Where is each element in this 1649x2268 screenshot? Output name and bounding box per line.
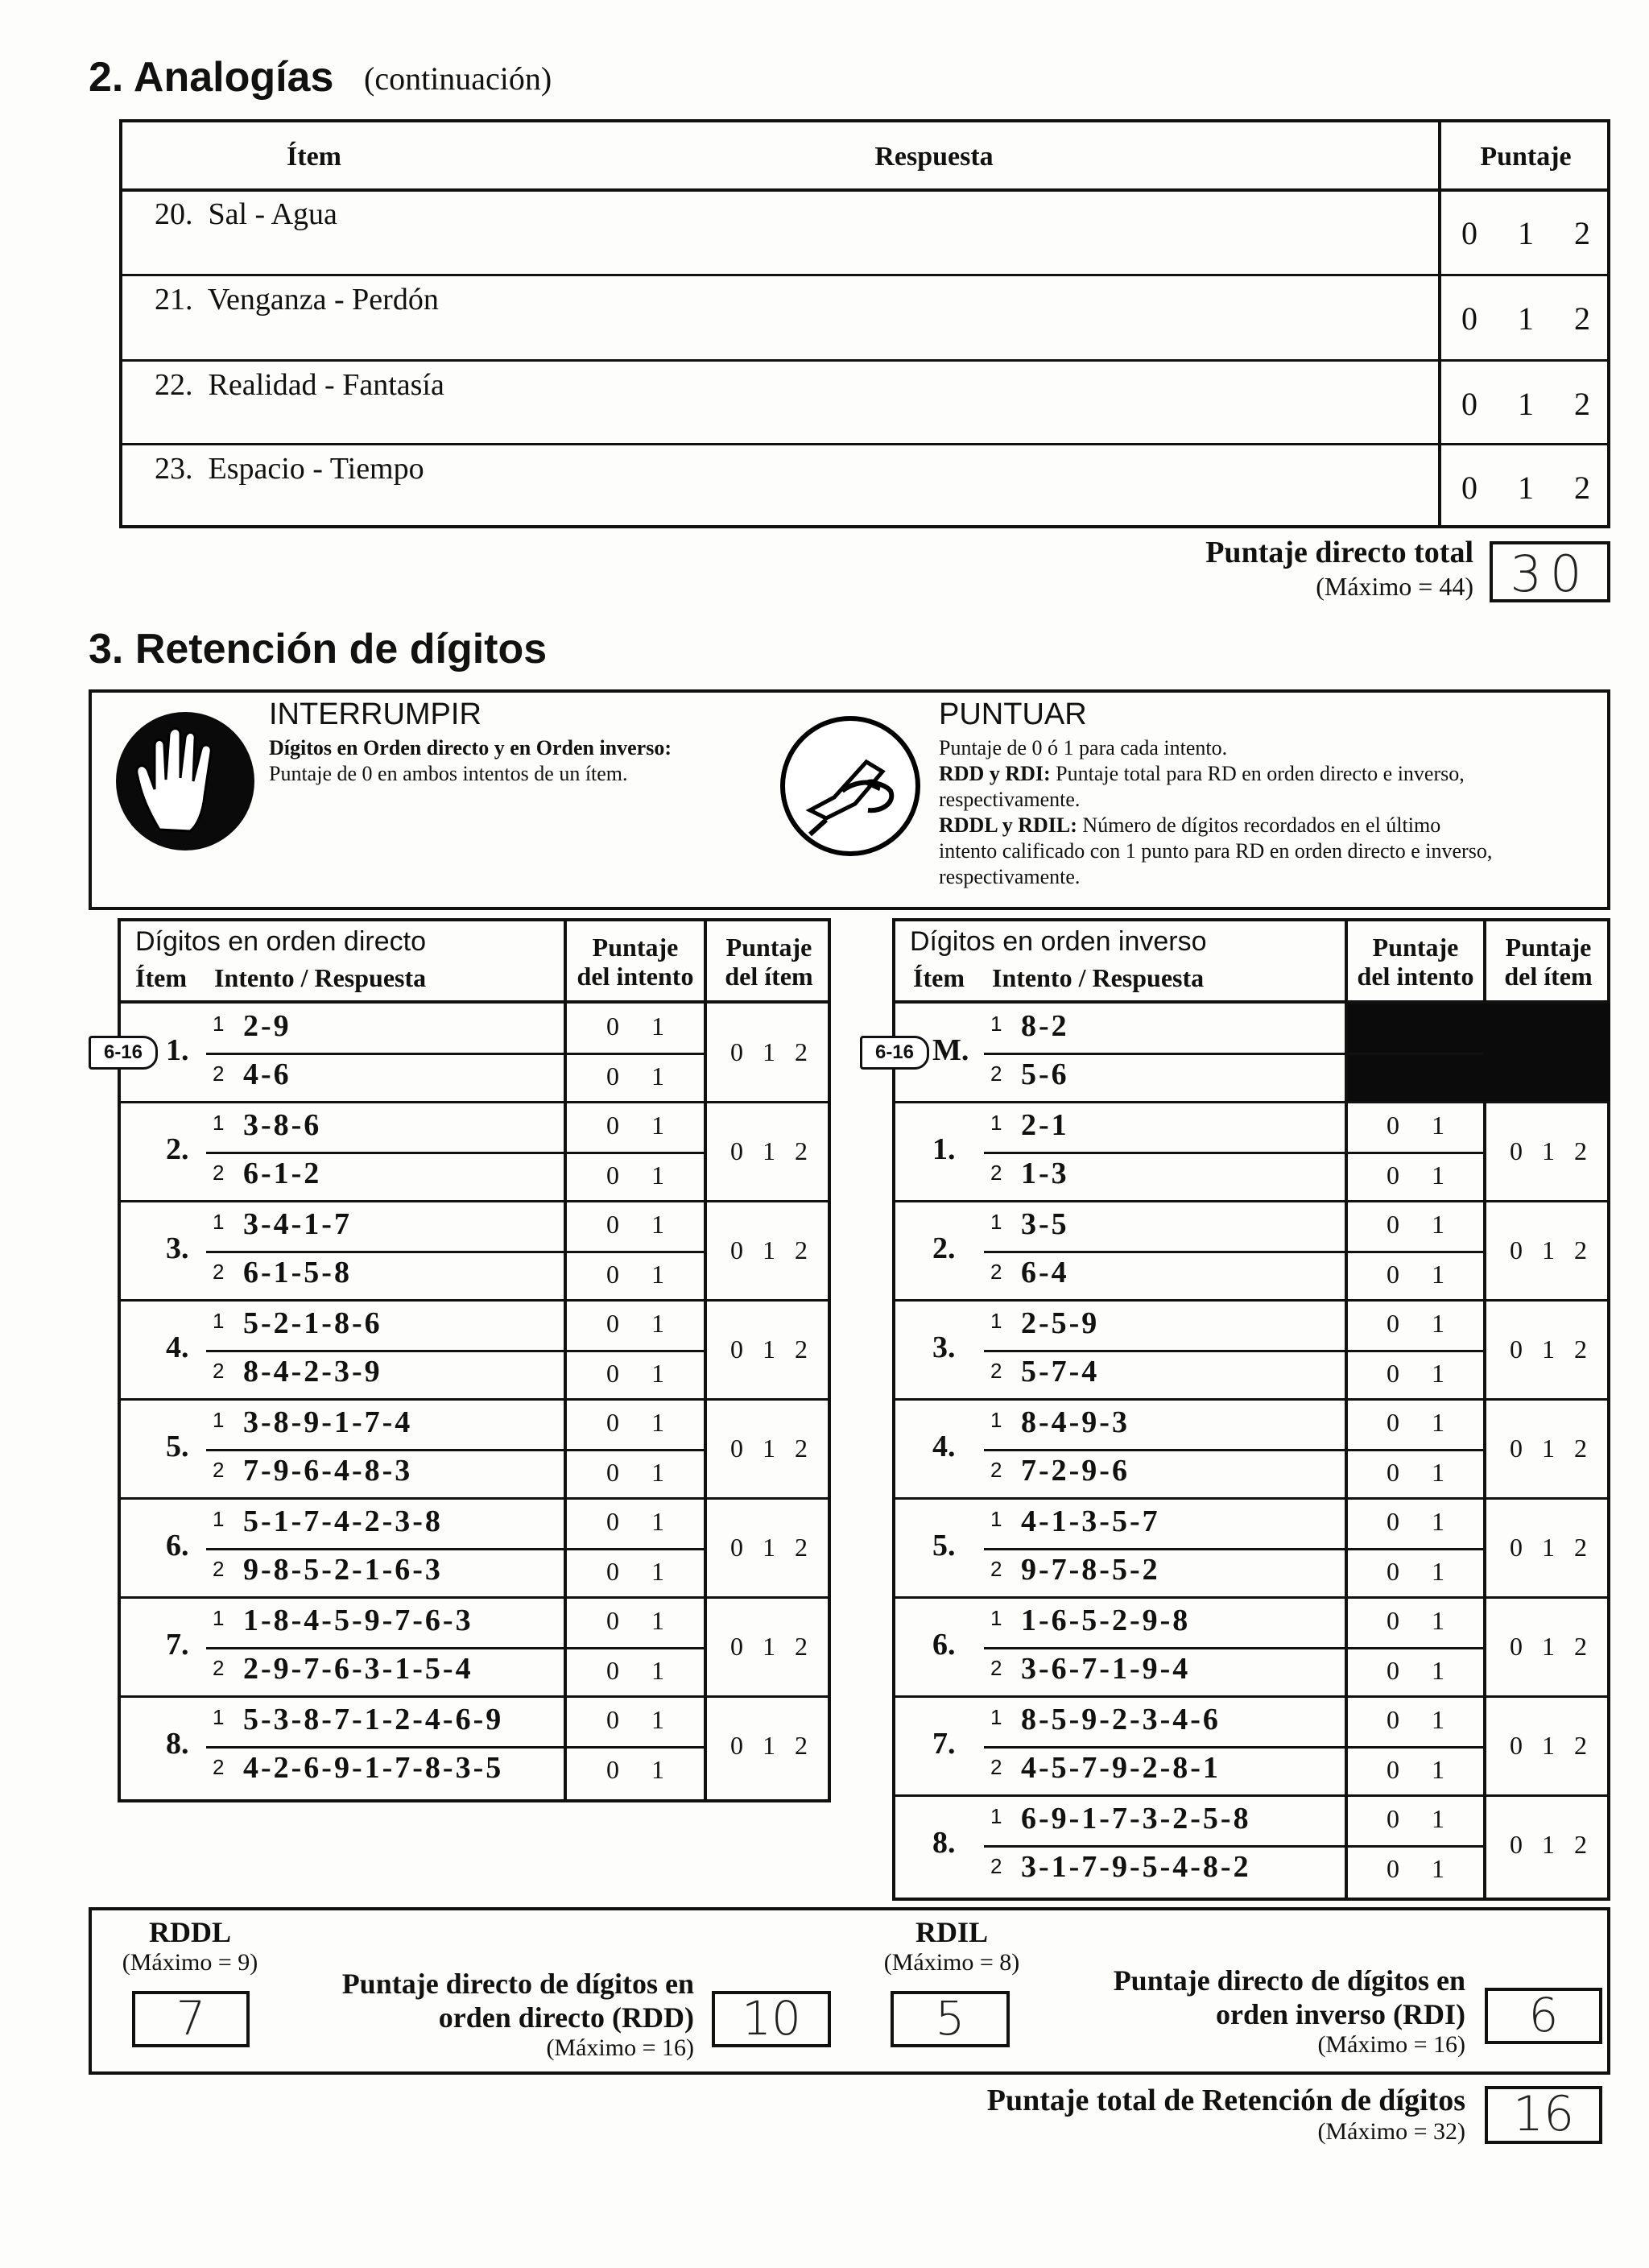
- directo-trial1-score[interactable]: 0 1: [606, 1210, 664, 1239]
- directo-trial2-label: 2: [213, 1359, 225, 1383]
- directo-trial2-label: 2: [213, 1656, 225, 1680]
- directo-trial2-sequence: 7-9-6-4-8-3: [243, 1454, 413, 1488]
- rdi-max: (Máximo = 16): [1317, 2031, 1465, 2058]
- directo-item-score[interactable]: 0 1 2: [730, 1533, 808, 1562]
- puntuar-line6: respectivamente.: [939, 865, 1081, 888]
- directo-item-score[interactable]: 0 1 2: [730, 1434, 808, 1463]
- inverso-col-intento: Intento / Respuesta: [992, 963, 1205, 992]
- inverso-item-num: 5.: [932, 1529, 956, 1562]
- analogias-header-item: Ítem: [287, 142, 341, 172]
- inverso-item-num: 2.: [932, 1231, 956, 1265]
- inverso-trial1-label: 1: [990, 1408, 1002, 1432]
- inverso-trial2-sequence: 9-7-8-5-2: [1021, 1553, 1160, 1587]
- directo-item-num: 8.: [166, 1727, 189, 1761]
- inverso-trial2-sequence: 6-4: [1021, 1256, 1069, 1289]
- inverso-trial1-sequence: 8-4-9-3: [1021, 1405, 1130, 1439]
- inverso-trial2-label: 2: [990, 1458, 1002, 1482]
- inverso-trial1-score[interactable]: 0 1: [1387, 1111, 1444, 1140]
- directo-item-score[interactable]: 0 1 2: [730, 1037, 808, 1066]
- rddl-value: 7: [176, 1991, 206, 2046]
- inverso-item-score[interactable]: 0 1 2: [1510, 1533, 1587, 1562]
- inverso-trial1-sequence: 1-6-5-2-9-8: [1021, 1604, 1191, 1637]
- directo-item-score[interactable]: 0 1 2: [730, 1235, 808, 1264]
- directo-trial1-sequence: 5-1-7-4-2-3-8: [243, 1504, 443, 1538]
- inverso-trial2-sequence: 5-7-4: [1021, 1355, 1100, 1389]
- retencion-total-max: (Máximo = 32): [1317, 2118, 1465, 2145]
- inverso-item-num: 6.: [932, 1628, 956, 1662]
- directo-item-num: 2.: [166, 1132, 189, 1166]
- inverso-item-score[interactable]: 0 1 2: [1510, 1632, 1587, 1661]
- directo-trial1-label: 1: [213, 1408, 225, 1432]
- inverso-trial2-label: 2: [990, 1557, 1002, 1581]
- directo-trial2-sequence: 9-8-5-2-1-6-3: [243, 1553, 443, 1587]
- inverso-trial1-score[interactable]: 0 1: [1387, 1507, 1444, 1536]
- retencion-total-label: Puntaje total de Retención de dígitos: [986, 2084, 1465, 2117]
- directo-trial2-sequence: 6-1-5-8: [243, 1256, 352, 1289]
- puntuar-line4-text: Número de dígitos recordados en el último: [1077, 813, 1441, 837]
- inverso-start-tag: 6-16: [860, 1036, 929, 1070]
- directo-col-item: Ítem: [135, 963, 187, 992]
- inverso-item-score[interactable]: 0 1 2: [1510, 1335, 1587, 1364]
- directo-trial2-score[interactable]: 0 1: [606, 1656, 664, 1685]
- rdd-max: (Máximo = 16): [546, 2034, 694, 2061]
- directo-trial2-sequence: 2-9-7-6-3-1-5-4: [243, 1652, 473, 1686]
- inverso-item-score[interactable]: 0 1 2: [1510, 1434, 1587, 1463]
- inverso-trial2-score[interactable]: 0 1: [1387, 1557, 1444, 1586]
- directo-trial1-label: 1: [213, 1210, 225, 1234]
- directo-item-score[interactable]: 0 1 2: [730, 1731, 808, 1760]
- inverso-trial1-label: 1: [990, 1804, 1002, 1828]
- inverso-trial1-sequence: 2-1: [1021, 1108, 1069, 1142]
- directo-item-num: 5.: [166, 1430, 189, 1463]
- rdil-label: RDIL: [915, 1916, 989, 1948]
- inverso-trial2-label: 2: [990, 1854, 1002, 1878]
- directo-trial1-sequence: 2-9: [243, 1009, 291, 1043]
- inverso-trial2-label: 2: [990, 1755, 1002, 1779]
- inverso-item-score[interactable]: 0 1 2: [1510, 1136, 1587, 1165]
- analogia-score-20[interactable]: 0 1 2: [1461, 215, 1590, 251]
- inverso-trial2-sequence: 4-5-7-9-2-8-1: [1021, 1751, 1221, 1785]
- inverso-trial1-label: 1: [990, 1111, 1002, 1135]
- inverso-col-pint-2: del intento: [1357, 962, 1474, 991]
- directo-col-pint-2: del intento: [577, 962, 694, 991]
- inverso-trial1-label: 1: [990, 1606, 1002, 1630]
- directo-start-tag: 6-16: [89, 1036, 158, 1070]
- directo-trial2-sequence: 4-2-6-9-1-7-8-3-5: [243, 1751, 504, 1785]
- inverso-trial2-label: 2: [990, 1161, 1002, 1185]
- directo-trial2-score[interactable]: 0 1: [606, 1062, 664, 1091]
- inverso-trial1-sequence: 4-1-3-5-7: [1021, 1504, 1160, 1538]
- inverso-item-num: 7.: [932, 1727, 956, 1761]
- puntuar-line2-bold: RDD y RDI:: [939, 762, 1051, 785]
- directo-trial2-label: 2: [213, 1062, 225, 1086]
- puntuar-line4: [939, 813, 1440, 838]
- stop-hand-icon: [113, 709, 258, 854]
- rddl-label: RDDL: [148, 1916, 231, 1948]
- inverso-trial1-sequence: 8-5-9-2-3-4-6: [1021, 1703, 1221, 1736]
- directo-trial1-label: 1: [213, 1012, 225, 1036]
- directo-trial1-sequence: 3-8-6: [243, 1108, 322, 1142]
- directo-trial1-label: 1: [213, 1606, 225, 1630]
- inverso-item-score[interactable]: 0 1 2: [1510, 1731, 1587, 1760]
- retencion-total-value: 16: [1512, 2086, 1575, 2142]
- inverso-trial2-sequence: 1-3: [1021, 1157, 1069, 1190]
- directo-trial2-label: 2: [213, 1260, 225, 1284]
- inverso-trial1-label: 1: [990, 1210, 1002, 1234]
- directo-trial2-sequence: 8-4-2-3-9: [243, 1355, 382, 1389]
- inverso-trial1-sequence: 3-5: [1021, 1207, 1069, 1241]
- inverso-trial2-label: 2: [990, 1656, 1002, 1680]
- directo-trial2-label: 2: [213, 1161, 225, 1185]
- rdi-label-2: orden inverso (RDI): [1216, 1998, 1465, 2030]
- puntuar-line5: intento calificado con 1 punto para RD en orden directo e inverso,: [939, 839, 1493, 863]
- directo-trial2-label: 2: [213, 1458, 225, 1482]
- directo-trial2-label: 2: [213, 1755, 225, 1779]
- puntuar-title: PUNTUAR: [939, 697, 1087, 731]
- directo-item-score[interactable]: 0 1 2: [730, 1335, 808, 1364]
- inverso-trial2-label: 2: [990, 1359, 1002, 1383]
- directo-trial1-label: 1: [213, 1705, 225, 1729]
- directo-item-num: 7.: [166, 1628, 189, 1662]
- rddl-max: (Máximo = 9): [122, 1949, 258, 1976]
- inverso-trial2-score[interactable]: 0 1: [1387, 1359, 1444, 1388]
- analogias-total-label: Puntaje directo total: [1205, 536, 1473, 569]
- inverso-trial1-label: 1: [990, 1012, 1002, 1036]
- inverso-trial2-score[interactable]: 0 1: [1387, 1854, 1444, 1883]
- directo-item-num: 1.: [166, 1033, 189, 1067]
- inverso-trial2-label: 2: [990, 1062, 1002, 1086]
- inverso-trial1-score[interactable]: 0 1: [1387, 1804, 1444, 1833]
- directo-item-num: 6.: [166, 1529, 189, 1562]
- directo-item-num: 4.: [166, 1331, 189, 1364]
- directo-trial2-sequence: 4-6: [243, 1057, 291, 1091]
- inverso-trial1-score[interactable]: 0 1: [1387, 1705, 1444, 1734]
- inverso-item-num: 3.: [932, 1331, 956, 1364]
- directo-trial1-score[interactable]: 0 1: [606, 1012, 664, 1041]
- pen-writing-icon: [778, 714, 923, 859]
- directo-trial2-sequence: 6-1-2: [243, 1157, 322, 1190]
- rdd-label-2: orden directo (RDD): [438, 2001, 694, 2034]
- directo-trial1-label: 1: [213, 1309, 225, 1333]
- directo-trial1-label: 1: [213, 1507, 225, 1531]
- puntuar-line3: respectivamente.: [939, 788, 1081, 811]
- inverso-trial1-score[interactable]: 0 1: [1387, 1210, 1444, 1239]
- directo-trial1-sequence: 5-3-8-7-1-2-4-6-9: [243, 1703, 504, 1736]
- inverso-trial2-score[interactable]: 0 1: [1387, 1260, 1444, 1289]
- directo-col-pitem-1: Puntaje: [725, 933, 812, 962]
- analogias-total-max: (Máximo = 44): [1316, 572, 1473, 601]
- directo-trial2-score[interactable]: 0 1: [606, 1458, 664, 1487]
- inverso-trial2-sequence: 3-6-7-1-9-4: [1021, 1652, 1191, 1686]
- puntuar-line2: [939, 762, 1465, 786]
- inverso-item-num: M.: [932, 1033, 969, 1067]
- inverso-trial1-score[interactable]: 0 1: [1387, 1606, 1444, 1635]
- directo-trial2-score[interactable]: 0 1: [606, 1755, 664, 1784]
- directo-col-intento: Intento / Respuesta: [214, 963, 427, 992]
- rdi-value: 6: [1528, 1988, 1559, 2042]
- interrumpir-line1: Dígitos en Orden directo y en Orden inverso:: [269, 736, 672, 759]
- directo-trial1-score[interactable]: 0 1: [606, 1606, 664, 1635]
- rdil-value: 5: [935, 1991, 965, 2046]
- directo-trial1-score[interactable]: 0 1: [606, 1111, 664, 1140]
- directo-item-num: 3.: [166, 1231, 189, 1265]
- inverso-trial2-sequence: 7-2-9-6: [1021, 1454, 1130, 1488]
- directo-title: Dígitos en orden directo: [135, 926, 426, 957]
- inverso-trial1-sequence: 2-5-9: [1021, 1306, 1100, 1340]
- puntuar-line1: Puntaje de 0 ó 1 para cada intento.: [939, 736, 1228, 759]
- analogias-subtitle: (continuación): [364, 60, 552, 97]
- directo-trial1-label: 1: [213, 1111, 225, 1135]
- inverso-trial2-score[interactable]: 0 1: [1387, 1458, 1444, 1487]
- inverso-item-num: 8.: [932, 1826, 956, 1860]
- inverso-trial1-label: 1: [990, 1309, 1002, 1333]
- inverso-trial1-sequence: 6-9-1-7-3-2-5-8: [1021, 1802, 1251, 1836]
- inverso-title: Dígitos en orden inverso: [910, 926, 1207, 957]
- inverso-item-num: 4.: [932, 1430, 956, 1463]
- directo-col-pitem-2: del ítem: [725, 962, 813, 991]
- inverso-trial1-score[interactable]: 0 1: [1387, 1408, 1444, 1437]
- analogias-total-value: 30: [1510, 544, 1590, 603]
- inverso-trial2-label: 2: [990, 1260, 1002, 1284]
- rdi-label-1: Puntaje directo de dígitos en: [1113, 1964, 1465, 1997]
- directo-trial2-score[interactable]: 0 1: [606, 1161, 664, 1190]
- analogia-item-23: 23. Espacio - Tiempo: [155, 452, 424, 486]
- interrumpir-title: INTERRUMPIR: [269, 697, 481, 731]
- inverso-trial2-sequence: 5-6: [1021, 1057, 1069, 1091]
- rdd-label-1: Puntaje directo de dígitos en: [341, 1968, 694, 2000]
- inverso-trial1-score[interactable]: 0 1: [1387, 1309, 1444, 1338]
- rdil-max: (Máximo = 8): [883, 1949, 1020, 1976]
- inverso-trial2-score[interactable]: 0 1: [1387, 1656, 1444, 1685]
- analogia-item-22: 22. Realidad - Fantasía: [155, 368, 444, 402]
- rdd-value: 10: [742, 1991, 801, 2046]
- directo-trial1-score[interactable]: 0 1: [606, 1705, 664, 1734]
- inverso-trial2-score[interactable]: 0 1: [1387, 1755, 1444, 1784]
- directo-item-score[interactable]: 0 1 2: [730, 1632, 808, 1661]
- analogias-title: 2. Analogías: [89, 54, 334, 101]
- inverso-col-item: Ítem: [913, 963, 965, 992]
- inverso-trial1-label: 1: [990, 1507, 1002, 1531]
- inverso-col-pint-1: Puntaje: [1372, 933, 1459, 962]
- analogia-score-21[interactable]: 0 1 2: [1461, 300, 1590, 337]
- analogia-score-22[interactable]: 0 1 2: [1461, 386, 1590, 422]
- directo-trial1-score[interactable]: 0 1: [606, 1507, 664, 1536]
- analogia-score-23[interactable]: 0 1 2: [1461, 470, 1590, 506]
- directo-trial1-sequence: 1-8-4-5-9-7-6-3: [243, 1604, 473, 1637]
- puntuar-line2-text: Puntaje total para RD en orden directo e inverso,: [1050, 762, 1465, 785]
- directo-trial1-score[interactable]: 0 1: [606, 1408, 664, 1437]
- analogia-item-20: 20. Sal - Agua: [155, 197, 337, 231]
- analogias-header-puntaje: Puntaje: [1480, 142, 1572, 172]
- directo-trial1-sequence: 5-2-1-8-6: [243, 1306, 382, 1340]
- analogias-header-respuesta: Respuesta: [874, 142, 994, 172]
- directo-trial2-score[interactable]: 0 1: [606, 1359, 664, 1388]
- puntuar-line4-bold: RDDL y RDIL:: [939, 813, 1077, 837]
- analogia-item-21: 21. Venganza - Perdón: [155, 283, 439, 317]
- inverso-trial1-label: 1: [990, 1705, 1002, 1729]
- directo-trial1-score[interactable]: 0 1: [606, 1309, 664, 1338]
- directo-trial1-sequence: 3-8-9-1-7-4: [243, 1405, 413, 1439]
- directo-trial2-score[interactable]: 0 1: [606, 1260, 664, 1289]
- inverso-col-pitem-1: Puntaje: [1505, 933, 1592, 962]
- inverso-item-score[interactable]: 0 1 2: [1510, 1830, 1587, 1859]
- inverso-col-pitem-2: del ítem: [1504, 962, 1593, 991]
- interrumpir-line2: Puntaje de 0 en ambos intentos de un ítem.: [269, 762, 628, 785]
- inverso-item-num: 1.: [932, 1132, 956, 1166]
- directo-trial2-label: 2: [213, 1557, 225, 1581]
- directo-item-score[interactable]: 0 1 2: [730, 1136, 808, 1165]
- inverso-trial2-score[interactable]: 0 1: [1387, 1161, 1444, 1190]
- retencion-title: 3. Retención de dígitos: [89, 626, 548, 673]
- directo-trial2-score[interactable]: 0 1: [606, 1557, 664, 1586]
- directo-trial1-sequence: 3-4-1-7: [243, 1207, 352, 1241]
- inverso-trial2-sequence: 3-1-7-9-5-4-8-2: [1021, 1850, 1251, 1884]
- inverso-trial1-sequence: 8-2: [1021, 1009, 1069, 1043]
- directo-col-pint-1: Puntaje: [592, 933, 679, 962]
- inverso-item-score[interactable]: 0 1 2: [1510, 1235, 1587, 1264]
